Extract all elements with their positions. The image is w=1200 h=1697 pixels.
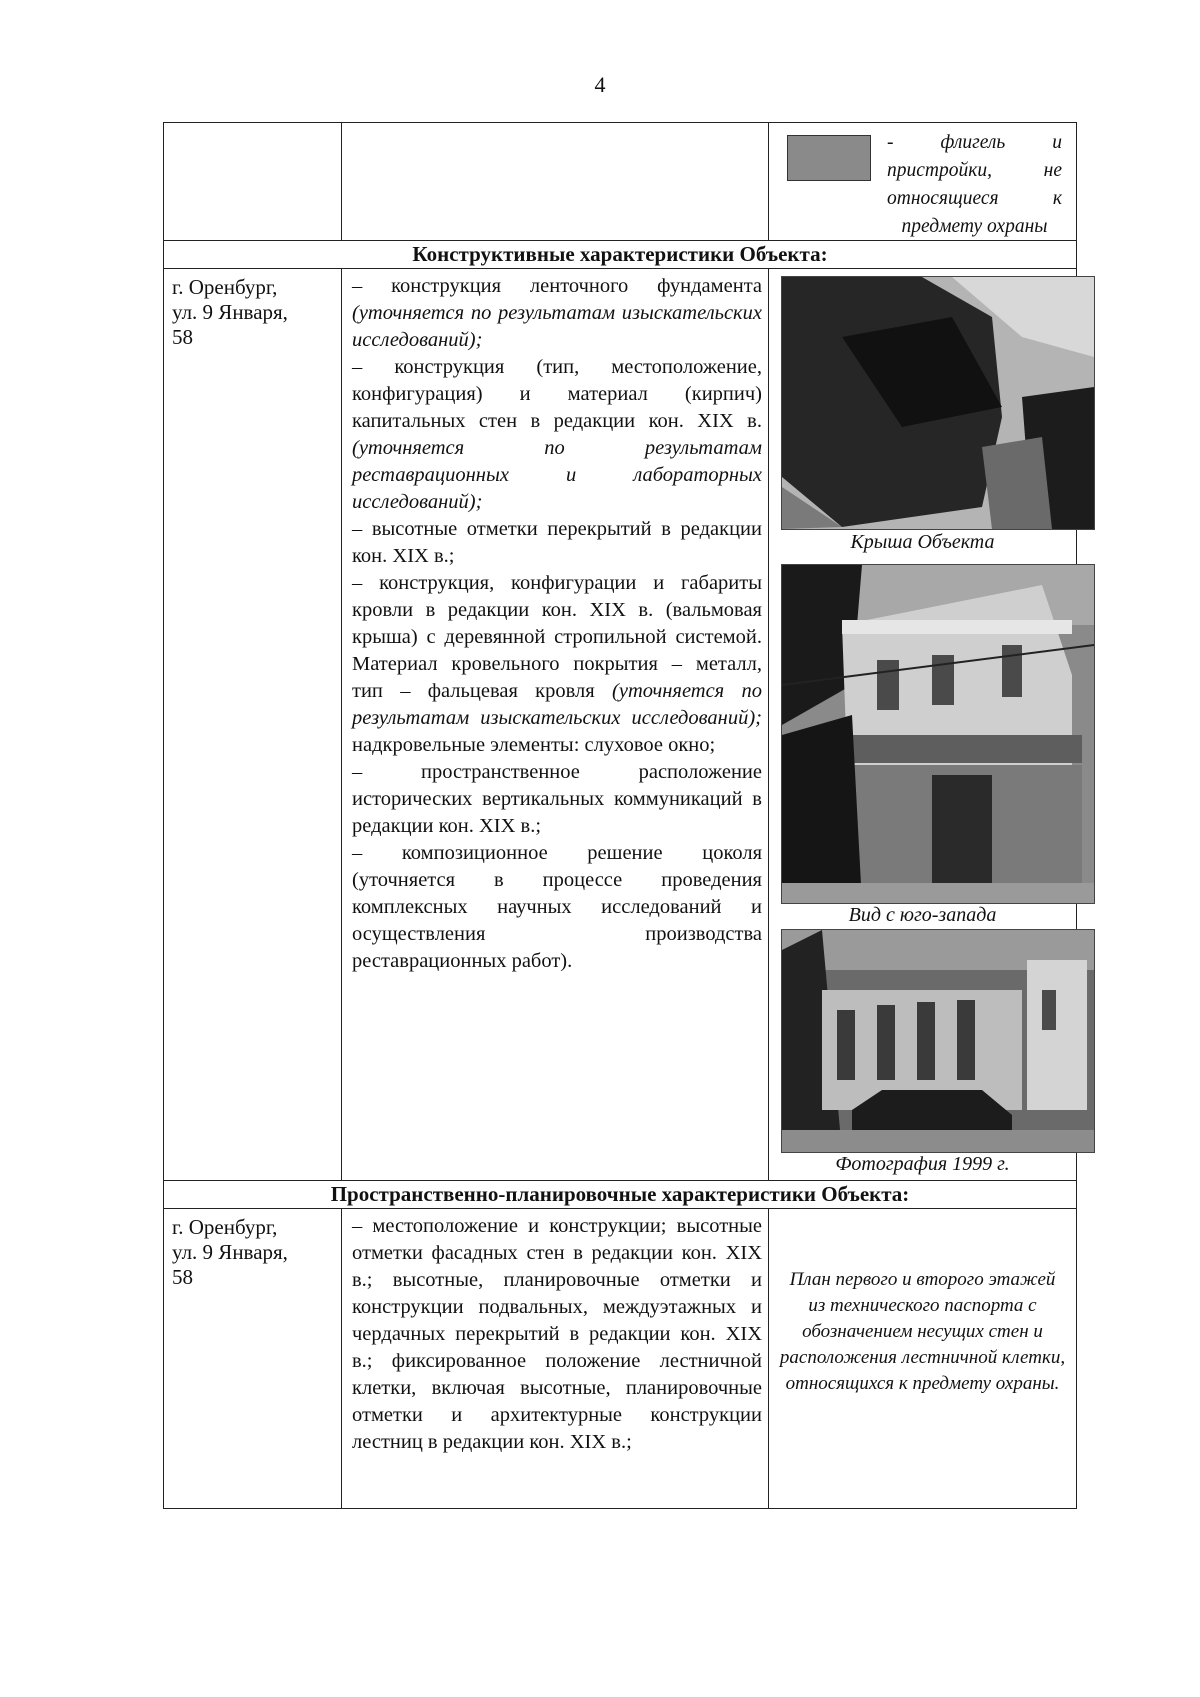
plan-note: План первого и второго этажей из технического паспорта с обозначением несущих стен и расположения лестничной клетки, относящихся к предмету охраны. xyxy=(769,1209,1077,1509)
roof-photo xyxy=(781,276,1095,530)
item-note: (уточняется по результатам реставрационных и лабораторных исследований); xyxy=(352,437,762,513)
item-paragraph: – местоположение и конструкции; высотные отметки фасадных стен в редакции кон. XIX в.; высотные, планировочные отметки и конструкции подвальных, междуэтажных и чердачных перекрытий в редакции кон. XIX в.; фиксированное положение лестничной клетки, включая высотные, планировочные отметки и архитектурные конструкции лестниц в редакции кон. XIX в.; xyxy=(352,1215,762,1453)
item-tail: надкровельные элементы: слуховое окно; xyxy=(352,734,716,756)
legend-line: пристройки, не xyxy=(887,160,1062,181)
item-note: (уточняется по результатам изыскательских исследований); xyxy=(352,680,762,729)
spatial-row xyxy=(164,1209,1077,1509)
section-header-row xyxy=(164,241,1077,269)
southwest-view-photo xyxy=(781,564,1095,904)
item-paragraph xyxy=(352,759,762,840)
address-line: ул. 9 Января, xyxy=(172,300,288,324)
item-text: – композиционное решение цоколя (уточняется в процессе проведения комплексных научных исследований и осуществления производства реставрационных работ). xyxy=(352,842,762,972)
address-cell xyxy=(164,269,342,1181)
empty-cell xyxy=(342,123,769,241)
item-text: – конструкция, конфигурации и габариты кровли в редакции кон. XIX в. (вальмовая крыша) с деревянной стропильной системой. Материал кровельного покрытия – металл, тип – фальцевая кровля xyxy=(352,572,762,702)
constructive-row xyxy=(164,269,1077,1181)
photo-caption: Крыша Объекта xyxy=(850,531,995,553)
item-text: – конструкция ленточного фундамента xyxy=(352,275,762,297)
description-cell xyxy=(342,269,769,1181)
address-line: г. Оренбург, xyxy=(172,275,278,299)
address-line: г. Оренбург, xyxy=(172,1215,278,1239)
item-text: – конструкция (тип, местоположение, конфигурация) и материал (кирпич) капитальных стен в редакции кон. XIX в. xyxy=(352,356,762,432)
section-header-row xyxy=(164,1181,1077,1209)
item-paragraph xyxy=(352,354,762,516)
address-line: ул. 9 Января, xyxy=(172,1240,288,1264)
empty-cell xyxy=(164,123,342,241)
legend-line: предмету охраны xyxy=(901,216,1048,237)
item-paragraph xyxy=(352,273,762,354)
photo-caption: Фотография 1999 г. xyxy=(835,1153,1010,1175)
page-number: 4 xyxy=(594,72,606,97)
legend-swatch xyxy=(787,135,871,181)
photo-1999 xyxy=(781,929,1095,1153)
address-cell xyxy=(164,1209,342,1509)
legend-text xyxy=(887,129,1062,241)
legend-line: - флигель и xyxy=(887,132,1062,153)
address-line: 58 xyxy=(172,1265,193,1289)
section-title-spatial: Пространственно-планировочные характеристики Объекта: xyxy=(164,1181,1077,1209)
section-title-constructive: Конструктивные характеристики Объекта: xyxy=(164,241,1077,269)
legend-row xyxy=(164,123,1077,241)
item-paragraph xyxy=(352,840,762,975)
item-note: (уточняется по результатам изыскательских исследований); xyxy=(352,302,762,351)
item-paragraph xyxy=(352,570,762,759)
item-text: – высотные отметки перекрытий в редакции кон. XIX в.; xyxy=(352,518,762,567)
legend-line: относящиеся к xyxy=(887,188,1062,209)
item-paragraph xyxy=(352,516,762,570)
address-line: 58 xyxy=(172,325,193,349)
legend-cell xyxy=(769,123,1077,241)
description-cell xyxy=(342,1209,769,1509)
item-text: – пространственное расположение исторических вертикальных коммуникаций в редакции кон. XIX в.; xyxy=(352,761,762,837)
main-table xyxy=(163,122,1077,1509)
photos-cell xyxy=(769,269,1077,1181)
photo-caption: Вид с юго-запада xyxy=(848,904,997,926)
